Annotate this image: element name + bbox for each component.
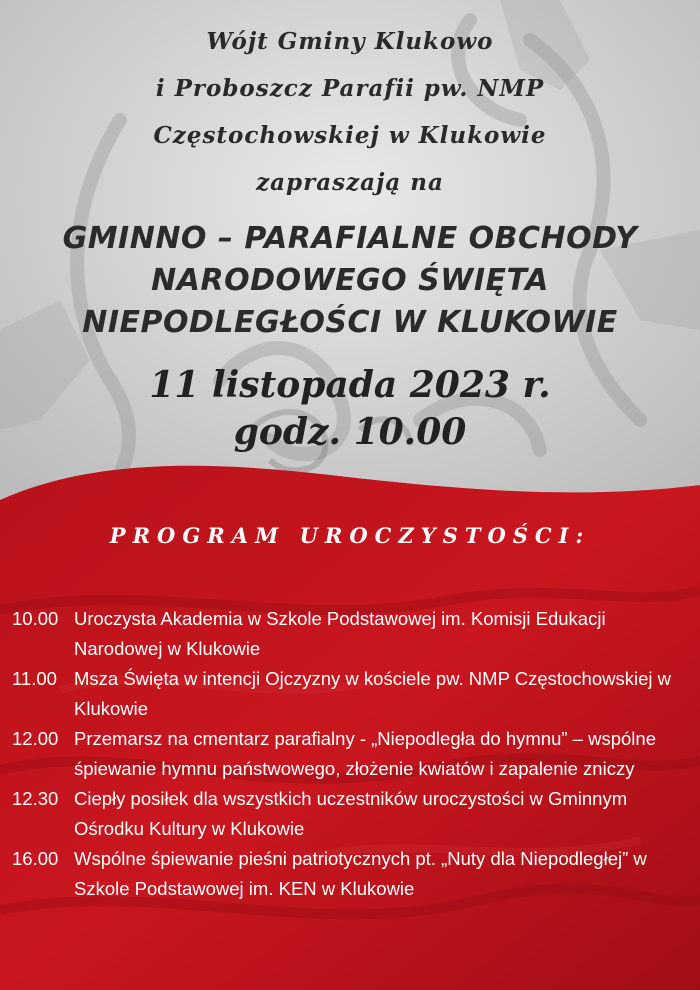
- schedule-item: [12, 784, 692, 844]
- intro-line: Częstochowskiej w Klukowie: [153, 122, 547, 149]
- title-line: NARODOWEGO ŚWIĘTA: [151, 263, 549, 298]
- schedule-item: [12, 664, 692, 724]
- schedule-description: Uroczysta Akademia w Szkole Podstawowej im. Komisji Edukacji Narodowej w Klukowie: [74, 608, 606, 659]
- event-date: 11 listopada 2023 r.: [149, 364, 551, 406]
- schedule-description: Wspólne śpiewanie pieśni patriotycznych pt. „Nuty dla Niepodległej” w Szkole Podstawowej im. KEN w Klukowie: [74, 848, 647, 899]
- invitation-header: [0, 18, 700, 456]
- schedule-item: [12, 844, 692, 904]
- program-heading: PROGRAM UROCZYSTOŚCI:: [109, 523, 591, 548]
- schedule-description: Przemarsz na cmentarz parafialny - „Niepodległa do hymnu” – wspólne śpiewanie hymnu państwowego, złożenie kwiatów i zapalenie zniczy: [74, 728, 656, 779]
- event-time: godz. 10.00: [233, 411, 467, 453]
- schedule-time: 12.00: [12, 728, 59, 749]
- intro-line: i Proboszcz Parafii pw. NMP: [155, 75, 545, 102]
- intro-line: Wójt Gminy Klukowo: [206, 28, 494, 55]
- event-date-time: [0, 362, 700, 456]
- title-line: GMINNO – PARAFIALNE OBCHODY: [62, 221, 638, 256]
- schedule-description: Ciepły posiłek dla wszystkich uczestników uroczystości w Gminnym Ośrodku Kultury w Klukowie: [74, 788, 628, 839]
- schedule-time: 12.30: [12, 788, 59, 809]
- schedule-item: [12, 604, 692, 664]
- schedule-time: 10.00: [12, 608, 59, 629]
- intro-line: zapraszają na: [256, 169, 444, 196]
- schedule-time: 16.00: [12, 848, 59, 869]
- title-line: NIEPODLEGŁOŚCI W KLUKOWIE: [82, 305, 618, 340]
- invitation-intro: [0, 18, 700, 206]
- schedule-item: [12, 724, 692, 784]
- schedule-description: Msza Święta w intencji Ojczyzny w kościele pw. NMP Częstochowskiej w Klukowie: [74, 668, 671, 719]
- schedule-time: 11.00: [12, 668, 57, 689]
- program-schedule: [12, 604, 692, 904]
- event-title: [0, 218, 700, 344]
